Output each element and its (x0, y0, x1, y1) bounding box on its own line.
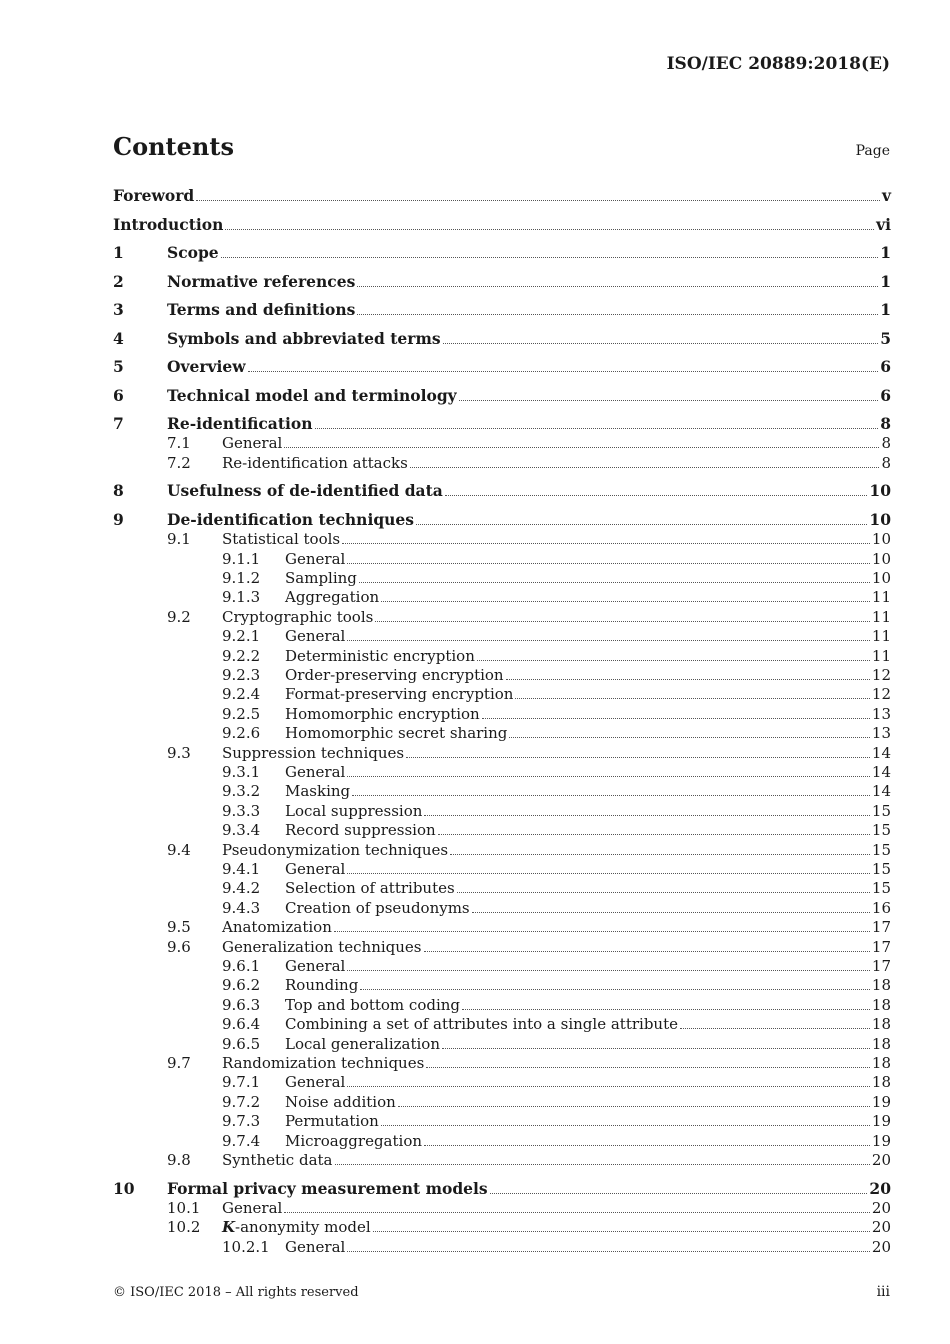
toc-entry-page: 18 (871, 976, 891, 995)
dot-leader (515, 697, 869, 699)
toc-entry-page: 1 (880, 271, 891, 291)
toc-entry-number: 9.1.3 (222, 588, 261, 607)
toc-entry-title: Generalization techniques (222, 937, 422, 956)
dot-leader (445, 494, 868, 496)
toc-entry-number: 9.7.1 (222, 1073, 261, 1092)
toc-entry-page: 10 (869, 509, 891, 529)
toc-entry-page: 10 (871, 549, 891, 568)
toc-entry-number: 9.6.1 (222, 957, 261, 975)
toc-entry-page: 1 (880, 243, 891, 262)
toc-entry-title: Usefulness of de-identified data (167, 481, 443, 501)
footer-page-number: iii (876, 1284, 890, 1300)
toc-entry-title: Normative references (167, 271, 356, 291)
toc-entry[interactable] (113, 1111, 891, 1131)
toc-entry-page: 13 (871, 704, 891, 723)
toc-entry-title: De-identification techniques (167, 509, 415, 529)
toc-entry[interactable] (113, 1072, 891, 1092)
toc-entry-page: 12 (871, 685, 891, 704)
toc-entry[interactable] (113, 1131, 891, 1151)
dot-leader (398, 1105, 870, 1107)
toc-entry[interactable] (113, 1198, 891, 1218)
toc-entry[interactable] (113, 587, 891, 607)
toc-entry[interactable] (113, 820, 891, 840)
dot-leader (357, 313, 878, 315)
toc-entry[interactable] (113, 186, 891, 206)
dot-leader (424, 950, 870, 952)
toc-entry-title: Suppression techniques (222, 743, 405, 762)
toc-entry[interactable] (113, 215, 891, 235)
dot-leader (506, 678, 870, 680)
toc-entry-number: 9.3.1 (222, 763, 261, 781)
toc-entry-title: Record suppression (285, 821, 436, 840)
toc-entry-title: Sampling (285, 569, 357, 587)
toc-entry[interactable] (113, 646, 891, 666)
toc-entry-title: Deterministic encryption (285, 646, 475, 665)
toc-entry-page: 6 (880, 385, 891, 405)
dot-leader (381, 600, 870, 602)
toc-entry-page: 20 (871, 1198, 891, 1217)
toc-entry-number: 9.2.2 (222, 646, 261, 665)
dot-leader (381, 1124, 870, 1126)
dot-leader (442, 1047, 870, 1049)
toc-entry-number: 9.4.1 (222, 860, 261, 878)
toc-entry-title: Selection of attributes (285, 879, 455, 898)
dot-leader (410, 466, 880, 468)
toc-entry[interactable] (113, 917, 891, 937)
toc-entry-title: Homomorphic encryption (285, 704, 480, 723)
toc-entry-number: 7.1 (167, 434, 191, 453)
toc-entry[interactable] (113, 975, 891, 995)
toc-entry-title: Introduction (113, 214, 224, 234)
toc-entry-title: Scope (167, 243, 219, 262)
toc-entry-number: 2 (113, 271, 124, 291)
toc-entry-page: 20 (869, 1178, 891, 1198)
toc-entry-page: 11 (871, 607, 891, 626)
dot-leader (335, 1163, 870, 1165)
toc-entry-page: 18 (871, 1015, 891, 1034)
dot-leader (424, 1144, 870, 1146)
toc-entry-number: 9.7.3 (222, 1112, 261, 1131)
toc-entry-page: 11 (871, 646, 891, 665)
toc-entry-number: 9.4.3 (222, 898, 261, 917)
toc-entry-title: Overview (167, 357, 246, 376)
dot-leader (406, 756, 870, 758)
dot-leader (347, 872, 870, 874)
toc-entry-title: Aggregation (285, 588, 380, 607)
toc-entry-page: 15 (871, 801, 891, 820)
toc-entry-page: 18 (871, 1034, 891, 1053)
dot-leader (443, 342, 879, 344)
dot-leader (509, 736, 870, 738)
toc-entry-title: General (285, 1237, 346, 1256)
dot-leader (360, 988, 870, 990)
toc-entry-page: 11 (871, 627, 891, 646)
toc-entry-number: 9.3 (167, 743, 191, 762)
toc-entry[interactable] (113, 995, 891, 1015)
toc-entry-number: 9.5 (167, 918, 191, 937)
toc-entry-number: 9.6 (167, 937, 191, 956)
toc-entry-page: 1 (880, 300, 891, 319)
toc-entry-title: Homomorphic secret sharing (285, 724, 508, 743)
toc-entry-number: 7 (113, 414, 124, 433)
dot-leader (357, 285, 878, 287)
toc-entry-number: 9.7.4 (222, 1131, 261, 1150)
toc-entry[interactable] (113, 433, 891, 453)
toc-entry-number: 6 (113, 385, 124, 405)
toc-entry-page: 17 (871, 937, 891, 956)
toc-entry-title: General (285, 549, 346, 568)
toc-entry[interactable] (113, 704, 891, 724)
toc-entry[interactable] (113, 626, 891, 646)
toc-entry-title: Rounding (285, 976, 359, 995)
toc-entry-page: 16 (871, 898, 891, 917)
toc-entry[interactable] (113, 529, 891, 549)
toc-entry-page: 8 (881, 453, 891, 472)
toc-entry-number: 9.8 (167, 1151, 191, 1169)
toc-entry-number: 10.2 (167, 1218, 201, 1237)
toc-entry[interactable] (113, 898, 891, 918)
dot-leader (450, 853, 870, 855)
dot-leader (373, 1230, 870, 1232)
toc-entry[interactable] (113, 329, 891, 349)
toc-entry[interactable] (113, 1053, 891, 1073)
toc-entry-page: 15 (871, 879, 891, 898)
toc-entry-title: Creation of pseudonyms (285, 898, 470, 917)
dot-leader (424, 814, 870, 816)
toc-entry-number: 9.6.3 (222, 995, 261, 1014)
toc-entry-title: General (285, 763, 346, 781)
toc-entry[interactable] (113, 243, 891, 263)
toc-entry-number: 9.7 (167, 1054, 191, 1072)
toc-entry-page: 15 (871, 821, 891, 840)
contents-title: Contents (113, 132, 234, 161)
dot-leader (352, 794, 870, 796)
toc-entry-number: 9.2.4 (222, 685, 261, 704)
toc-entry-title: Anatomization (222, 918, 332, 937)
dot-leader (416, 523, 867, 525)
toc-entry[interactable] (113, 937, 891, 957)
toc-entry-title: Re-identification attacks (222, 453, 408, 472)
toc-entry[interactable] (113, 1237, 891, 1257)
page-column-label: Page (855, 143, 890, 159)
toc-entry-number: 9.3.4 (222, 821, 261, 840)
toc-entry-title: Symbols and abbreviated terms (167, 328, 441, 348)
toc-entry-page: 17 (871, 957, 891, 975)
toc-entry-page: vi (876, 214, 891, 234)
dot-leader (426, 1066, 870, 1068)
dot-leader (225, 228, 874, 230)
toc-entry[interactable] (113, 272, 891, 292)
toc-entry-number: 9.1.2 (222, 569, 261, 587)
dot-leader (375, 620, 870, 622)
toc-entry[interactable] (113, 414, 891, 434)
dot-leader (347, 562, 870, 564)
dot-leader (347, 639, 870, 641)
dot-leader (477, 659, 870, 661)
toc-entry-number: 9.6.2 (222, 976, 261, 995)
toc-entry-number: 9.1.1 (222, 549, 261, 568)
toc-entry-number: 10 (113, 1178, 135, 1198)
toc-entry-number: 9.2.3 (222, 666, 261, 684)
toc-entry-number: 9 (113, 509, 124, 529)
toc-entry-page: 6 (880, 357, 891, 376)
toc-entry-number: 10.2.1 (222, 1237, 270, 1256)
toc-entry-title: General (285, 957, 346, 975)
toc-entry-title: Order-preserving encryption (285, 666, 504, 684)
toc-entry-title: Foreword (113, 186, 195, 205)
toc-entry-number: 3 (113, 300, 124, 319)
toc-entry-title: General (285, 860, 346, 878)
toc-entry-number: 9.6.5 (222, 1034, 261, 1053)
toc-entry[interactable] (113, 1150, 891, 1170)
toc-entry-number: 7.2 (167, 453, 191, 472)
toc-entry[interactable] (113, 859, 891, 879)
dot-leader (284, 1211, 870, 1213)
toc-entry-title: Formal privacy measurement models (167, 1178, 488, 1198)
toc-entry-title: Format-preserving encryption (285, 685, 514, 704)
toc-entry-page: 14 (871, 763, 891, 781)
toc-entry[interactable] (113, 1179, 891, 1199)
toc-entry-page: 18 (871, 1073, 891, 1092)
toc-entry-title: Statistical tools (222, 530, 341, 549)
toc-entry[interactable] (113, 1092, 891, 1112)
dot-leader (342, 542, 870, 544)
dot-leader (221, 256, 879, 258)
toc-entry-number: 9.3.2 (222, 782, 261, 801)
dot-leader (315, 427, 879, 429)
toc-entry-page: 20 (871, 1151, 891, 1169)
toc-entry-title: Local generalization (285, 1034, 440, 1053)
toc-entry-number: 5 (113, 357, 124, 376)
dot-leader (347, 969, 870, 971)
toc-entry[interactable] (113, 723, 891, 743)
document-id: ISO/IEC 20889:2018(E) (666, 54, 890, 74)
toc-entry-title: Randomization techniques (222, 1054, 425, 1072)
dot-leader (248, 370, 879, 372)
toc-entry[interactable] (113, 607, 891, 627)
dot-leader (347, 775, 870, 777)
toc-entry-page: 12 (871, 666, 891, 684)
toc-entry[interactable] (113, 357, 891, 377)
toc-entry[interactable] (113, 510, 891, 530)
dot-leader (462, 1008, 870, 1010)
toc-entry-title: Re-identification (167, 414, 313, 433)
toc-entry[interactable] (113, 568, 891, 588)
toc-entry-number: 9.4 (167, 840, 191, 859)
toc-entry-page: 13 (871, 724, 891, 743)
toc-entry-page: 5 (880, 328, 891, 348)
toc-entry-title: Combining a set of attributes into a single attribute (285, 1015, 678, 1034)
toc-entry-title: Synthetic data (222, 1151, 333, 1169)
toc-entry-title: Noise addition (285, 1092, 396, 1111)
toc-entry-number: 9.6.4 (222, 1015, 261, 1034)
dot-leader (680, 1027, 870, 1029)
toc-entry-page: 15 (871, 860, 891, 878)
toc-entry-title: Masking (285, 782, 351, 801)
toc-entry[interactable] (113, 956, 891, 976)
toc-entry-title: Pseudonymization techniques (222, 840, 449, 859)
dot-leader (490, 1192, 868, 1194)
toc-entry-page: 10 (869, 481, 891, 501)
footer-copyright: © ISO/IEC 2018 – All rights reserved (113, 1285, 359, 1300)
toc-entry-title: Microaggregation (285, 1131, 423, 1150)
dot-leader (482, 717, 870, 719)
toc-entry[interactable] (113, 801, 891, 821)
toc-entry-number: 4 (113, 328, 124, 348)
toc-entry-page: 11 (871, 588, 891, 607)
toc-entry-title: Technical model and terminology (167, 385, 457, 405)
toc-entry[interactable] (113, 743, 891, 763)
toc-entry-number: 9.7.2 (222, 1092, 261, 1111)
toc-entry-page: 17 (871, 918, 891, 937)
toc-entry-page: 19 (871, 1092, 891, 1111)
toc-entry[interactable] (113, 665, 891, 685)
toc-entry-page: 8 (880, 414, 891, 433)
toc-entry-number: 9.2 (167, 607, 191, 626)
toc-entry-number: 9.2.1 (222, 627, 261, 646)
toc-entry-title: General (285, 1073, 346, 1092)
dot-leader (347, 1085, 870, 1087)
toc-entry[interactable] (113, 878, 891, 898)
toc-entry[interactable] (113, 1217, 891, 1237)
dot-leader (459, 399, 879, 401)
toc-entry[interactable] (113, 781, 891, 801)
toc-entry-number: 8 (113, 481, 124, 501)
toc-entry-page: 15 (871, 840, 891, 859)
toc-entry[interactable] (113, 1034, 891, 1054)
toc-entry-title: General (285, 627, 346, 646)
dot-leader (284, 446, 879, 448)
toc-entry-page: 18 (871, 995, 891, 1014)
toc-entry-page: 19 (871, 1131, 891, 1150)
toc-entry-title: Top and bottom coding (285, 995, 461, 1014)
toc-entry[interactable] (113, 549, 891, 569)
toc-entry[interactable] (113, 453, 891, 473)
toc-entry[interactable] (113, 1014, 891, 1034)
toc-entry-title: Terms and definitions (167, 300, 356, 319)
toc-entry[interactable] (113, 684, 891, 704)
toc-entry-title: Local suppression (285, 801, 423, 820)
dot-leader (196, 199, 880, 201)
toc-entry-title: General (222, 434, 283, 453)
toc-entry-number: 10.1 (167, 1198, 201, 1217)
toc-entry-page: 20 (871, 1237, 891, 1256)
toc-entry[interactable] (113, 762, 891, 782)
toc-entry-page: 14 (871, 782, 891, 801)
toc-entry-number: 9.4.2 (222, 879, 261, 898)
toc-entry[interactable] (113, 481, 891, 501)
dot-leader (347, 1250, 870, 1252)
toc-entry-number: 9.3.3 (222, 801, 261, 820)
toc-entry-title: K-anonymity model (222, 1218, 371, 1237)
toc-entry-page: 8 (881, 434, 891, 453)
dot-leader (472, 911, 870, 913)
dot-leader (457, 891, 870, 893)
toc-entry-page: 10 (871, 569, 891, 587)
toc-entry-page: 10 (871, 530, 891, 549)
toc-entry-number: 1 (113, 243, 124, 262)
dot-leader (438, 833, 870, 835)
toc-entry-page: 20 (871, 1218, 891, 1237)
toc-entry[interactable] (113, 300, 891, 320)
dot-leader (359, 581, 870, 583)
toc-entry-title: Permutation (285, 1112, 379, 1131)
toc-entry-page: 14 (871, 743, 891, 762)
toc-entry[interactable] (113, 386, 891, 406)
toc-entry[interactable] (113, 840, 891, 860)
toc-entry-number: 9.2.5 (222, 704, 261, 723)
toc-entry-page: v (881, 186, 891, 205)
toc-entry-page: 18 (871, 1054, 891, 1072)
toc-entry-number: 9.1 (167, 530, 191, 549)
toc-entry-title: General (222, 1198, 283, 1217)
toc-entry-page: 19 (871, 1112, 891, 1131)
toc-entry-title: Cryptographic tools (222, 607, 374, 626)
toc-entry-number: 9.2.6 (222, 724, 261, 743)
dot-leader (334, 930, 870, 932)
